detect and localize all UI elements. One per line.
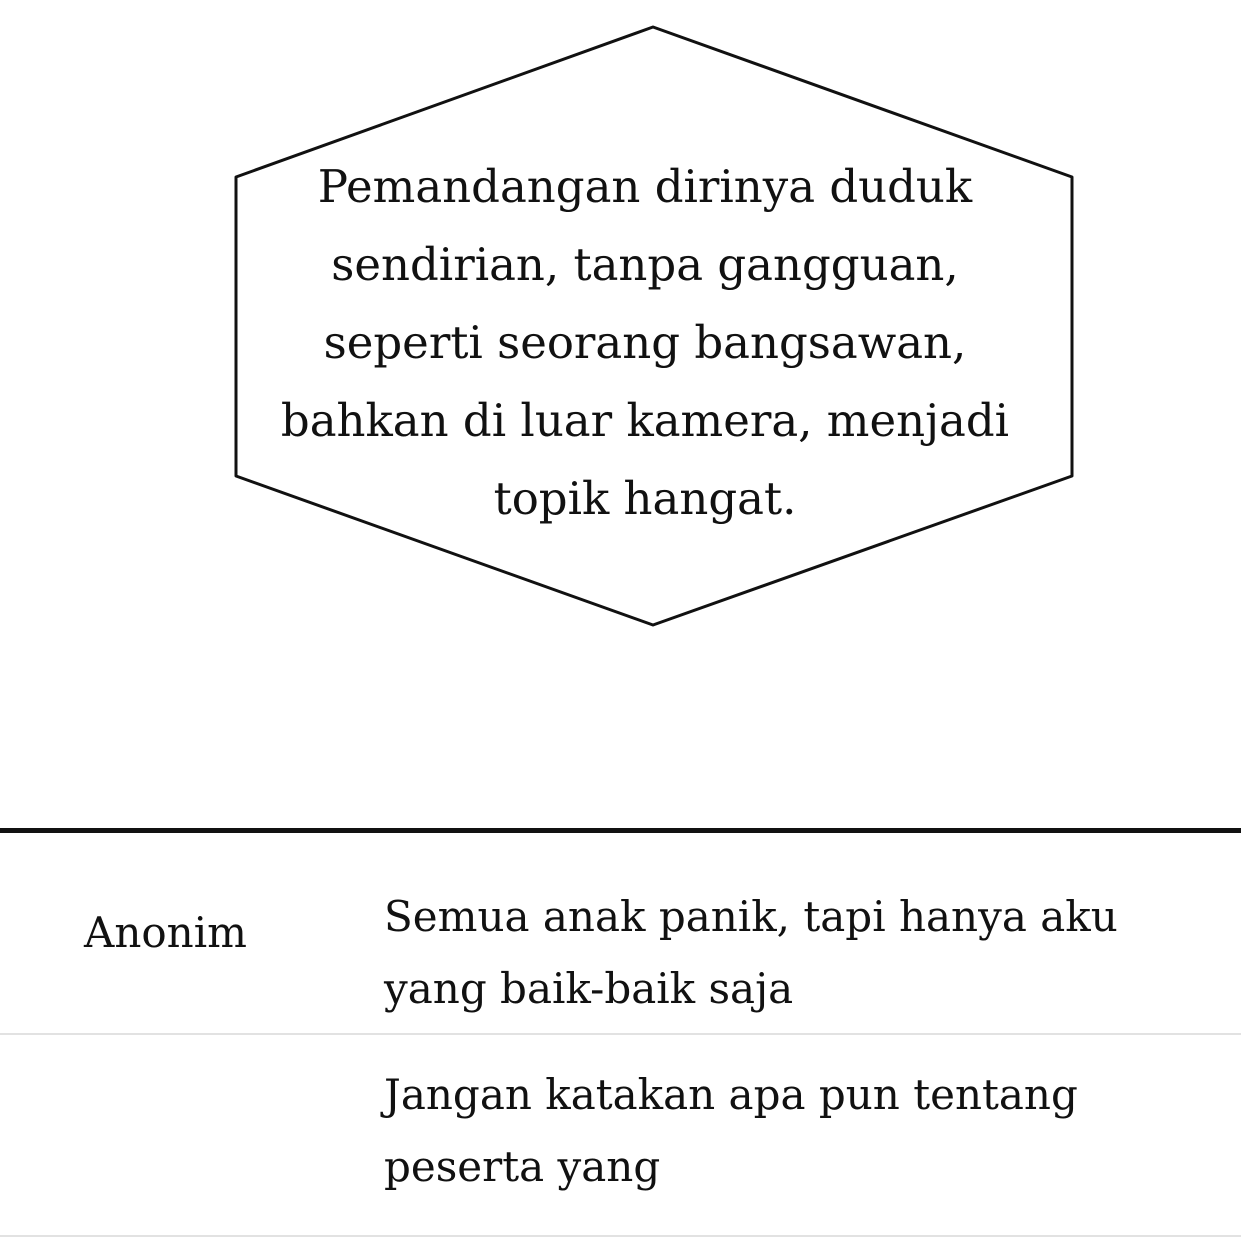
comment-text: Semua anak panik, tapi hanya aku yang baik-baik saja <box>384 892 1118 1013</box>
comment-author: Anonim <box>84 908 247 957</box>
hexagon-text-line: seperti seorang bangsawan, <box>323 316 967 369</box>
hexagon-text-line: Pemandangan dirinya duduk <box>317 160 973 213</box>
hexagon-text-line: bahkan di luar kamera, menjadi <box>280 394 1010 447</box>
comment-row <box>0 1035 1241 1237</box>
comment-list <box>0 833 1241 1237</box>
comment-text: Jangan katakan apa pun tentang peserta yang <box>384 1070 1078 1191</box>
hexagon-text-line: sendirian, tanpa gangguan, <box>331 238 959 291</box>
hexagon-text <box>270 148 1020 538</box>
comment-row <box>0 833 1241 1035</box>
hexagon-text-line: topik hangat. <box>493 472 797 525</box>
